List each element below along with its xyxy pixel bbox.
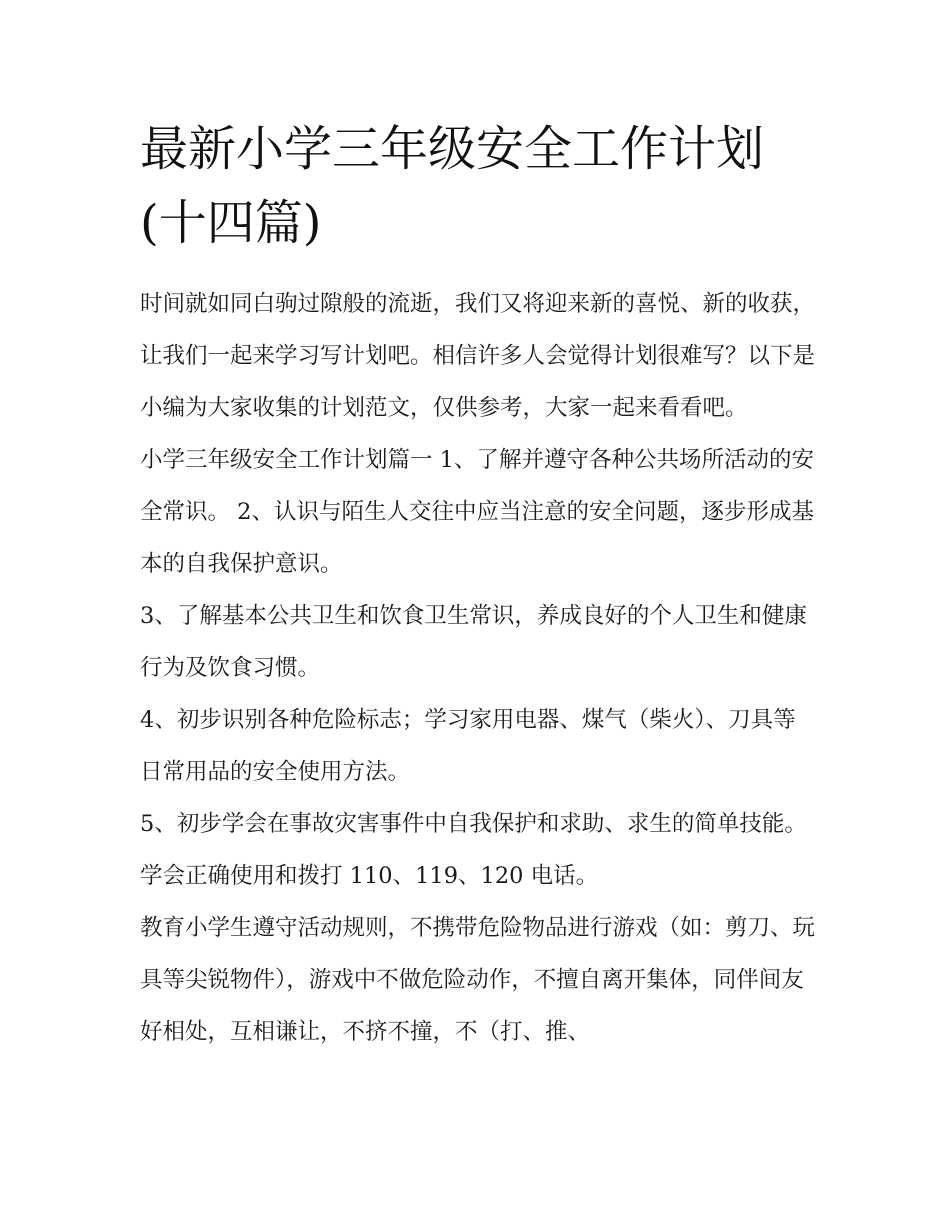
document-body <box>140 112 815 1058</box>
paragraph-activity-rules: 教育小学生遵守活动规则，不携带危险物品进行游戏（如：剪刀、玩具等尖锐物件），游戏中不做危险动作，不擅自离开集体，同伴间友好相处，互相谦让，不挤不撞，不（打、推、 <box>140 915 816 1045</box>
paragraph-item-3: 3、了解基本公共卫生和饮食卫生常识，养成良好的个人卫生和健康行为及饮食习惯。 <box>140 603 807 681</box>
paragraph-plan-1-items-1-2: 小学三年级安全工作计划篇一 1、了解并遵守各种公共场所活动的安全常识。 2、认识与陌生人交往中应当注意的安全问题，逐步形成基本的自我保护意识。 <box>140 447 814 577</box>
paragraph-item-4: 4、初步识别各种危险标志；学习家用电器、煤气（柴火）、刀具等日常用品的安全使用方法。 <box>140 707 796 785</box>
paragraph-intro: 时间就如同白驹过隙般的流逝，我们又将迎来新的喜悦、新的收获，让我们一起来学习写计划吧。相信许多人会觉得计划很难写？以下是小编为大家收集的计划范文，仅供参考，大家一起来看看吧。 <box>140 291 816 421</box>
paragraph-item-5: 5、初步学会在事故灾害事件中自我保护和求助、求生的简单技能。学会正确使用和拨打 110、119、120 电话。 <box>140 811 807 889</box>
document-title: 最新小学三年级安全工作计划(十四篇) <box>140 121 765 251</box>
